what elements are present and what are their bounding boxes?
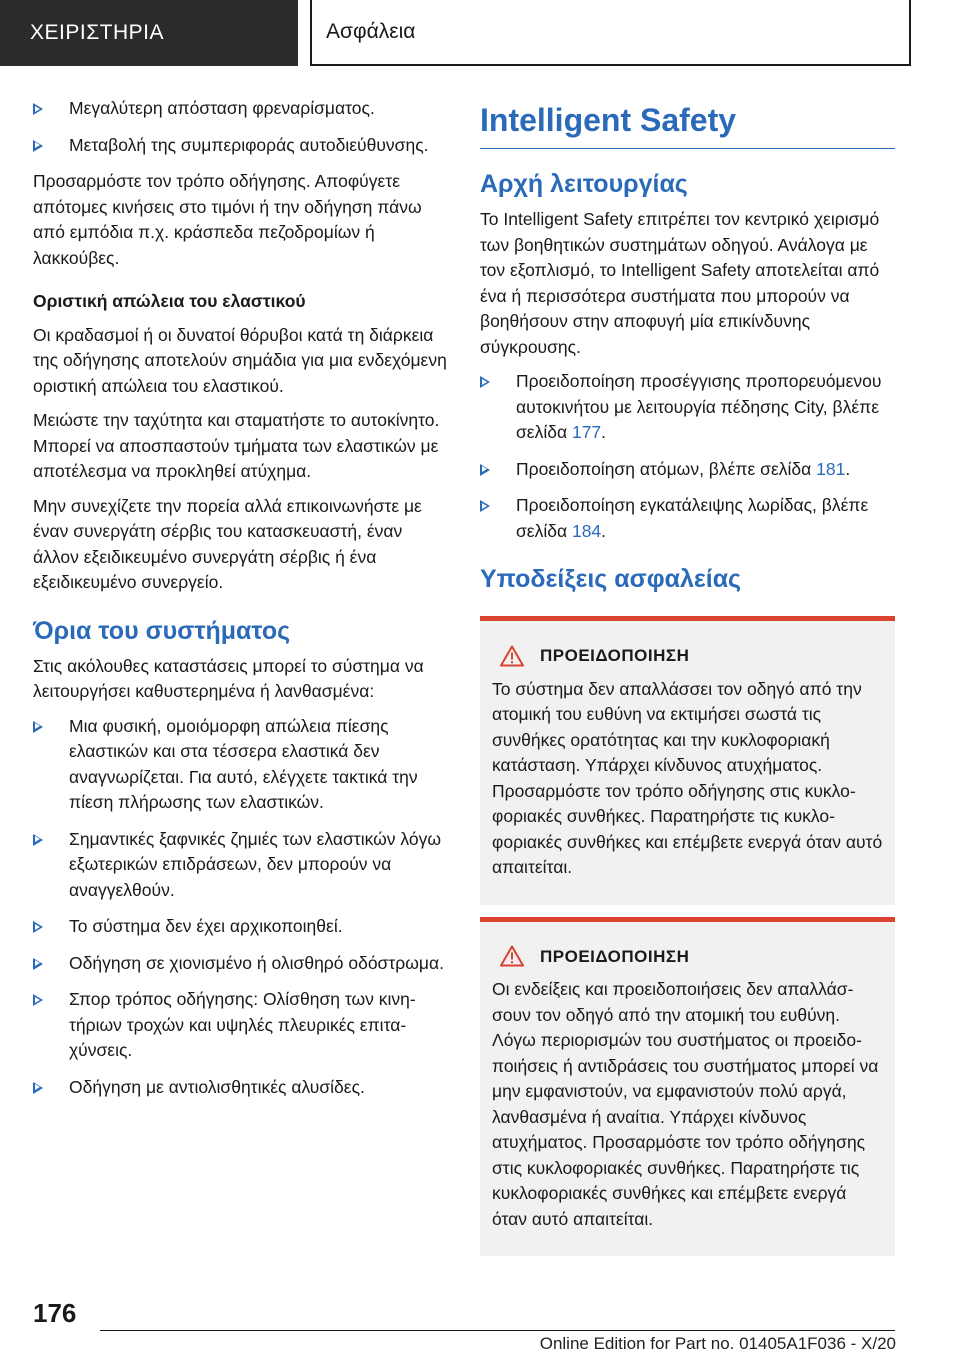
page-link-184[interactable]: 184 — [571, 520, 602, 541]
warning-box — [480, 917, 895, 1257]
warning-box — [480, 616, 895, 905]
paragraph-limits-intro: Στις ακόλουθες καταστάσεις μπορεί το σύστημα να λειτουργήσει καθυστερημένα ή λανθασμένα: — [33, 655, 424, 701]
list-item: Σημαντικές ξαφνικές ζημιές των ελαστικών λόγω εξωτερικών επιδράσεων, δεν μπορούν να αναγγελθούν. — [33, 827, 451, 904]
heading-safety-notes: Υποδείξεις ασφαλείας — [480, 565, 742, 593]
triangle-bullet-icon — [33, 103, 43, 115]
page-header — [0, 0, 960, 66]
triangle-bullet-icon — [480, 376, 490, 388]
warning-text: Το σύστημα δεν απαλλάσσει τον οδηγό από την ατομική του ευθύνη να εκτιμήσει σωστά τις συνθήκες ορατότητας και την κυκλοφοριακή κατάσταση. Υπάρχει κίνδυνος ατυχήματος. Προσαρμόστε τον τρόπο οδήγησης στις κυκλοφοριακές συνθήκες. Παρατηρήστε τις κυκλοφοριακές συνθήκες και επέμβετε ενεργά όταν αυτό απαιτείται. — [492, 678, 883, 877]
triangle-bullet-icon — [33, 140, 43, 152]
list-item: Προειδοποίηση εγκατάλειψης λωρίδας, βλέπε σελίδα 184. — [480, 493, 895, 544]
page-title: Intelligent Safety — [480, 100, 895, 149]
list-item: Οδήγηση με αντιολισθητικές αλυσίδες. — [33, 1075, 451, 1101]
limits-list — [33, 714, 451, 1101]
list-item: Προειδοποίηση ατόμων, βλέπε σελίδα 181. — [480, 457, 895, 483]
list-item: Μεταβολή της συμπεριφοράς αυτοδιεύθυνσης. — [33, 133, 451, 159]
page-link-181[interactable]: 181 — [816, 458, 846, 479]
right-column — [480, 96, 895, 1256]
page-number: 176 — [33, 1298, 77, 1328]
warning-title: ΠΡΟΕΙΔΟΠΟΙΗΣΗ — [540, 946, 690, 966]
warning-text: Οι ενδείξεις και προειδοποιήσεις δεν απαλλάσσουν τον οδηγό από την ατομική του ευθύνη. Λόγω περιορισμών του συστήματος οι προειδοποιήσεις ή αντιδράσεις του συστήματος μπορεί να μην εμφανιστούν, να εμφανιστούν πολύ αργά, λανθασμένα ή αναίτια. Υπάρχει κίνδυνος ατυχήματος. Προσαρμόστε τον τρόπο οδήγησης στις κυκλοφοριακές συνθήκες. Παρατηρήστε τις κυκλοφοριακές συνθήκες και επέμβετε ενεργά όταν αυτό απαιτείται. — [492, 979, 879, 1229]
heading-principle: Αρχή λειτουργίας — [480, 170, 688, 198]
paragraph-principle: Το Intelligent Safety επιτρέπει τον κεντρικό χειρισμό των βοηθητικών συστημάτων οδηγού. Ανάλογα με τον εξοπλισμό, το Intelligent Safety αποτελείται από ένα ή περισσότερα συστήματα που μπορούν να βοηθήσουν στην αποφυγή μία επικίνδυνης σύγκρουσης. — [480, 209, 880, 357]
triangle-bullet-icon — [480, 500, 490, 512]
warning-title: ΠΡΟΕΙΔΟΠΟΙΗΣΗ — [540, 646, 690, 665]
paragraph-vibration: Οι κραδασμοί ή οι δυνατοί θόρυβοι κατά τη διάρκεια της οδήγησης αποτελούν σημάδια για μια ενδεχόμενη οριστική απώλεια του ελαστικού. — [33, 324, 447, 396]
list-item: Οδήγηση σε χιονισμένο ή ολισθηρό οδόστρωμα. — [33, 951, 451, 977]
heading-system-limits: Όρια του συστήματος — [33, 616, 291, 645]
section-tab: ΧΕΙΡΙΣΤΗΡΙΑ — [0, 0, 298, 66]
triangle-bullet-icon — [33, 721, 43, 733]
triangle-bullet-icon — [33, 921, 43, 933]
warning-triangle-icon — [500, 645, 524, 667]
triangle-bullet-icon — [33, 994, 43, 1006]
list-item: Σπορ τρόπος οδήγησης: Ολίσθηση των κινητήριων τροχών και υψηλές πλευρικές επιταχύνσεις. — [33, 987, 451, 1064]
triangle-bullet-icon — [33, 958, 43, 970]
triangle-bullet-icon — [33, 1082, 43, 1094]
consequence-list — [33, 96, 451, 158]
left-column — [33, 96, 451, 1111]
edition-note: Online Edition for Part no. 01405A1F036 - X/20 — [539, 1334, 896, 1353]
list-item: Μεγαλύτερη απόσταση φρεναρίσματος. — [33, 96, 451, 122]
paragraph-slow-down: Μειώστε την ταχύτητα και σταματήστε το αυτοκίνητο. Μπορεί να αποσπαστούν τμήματα των ελαστικών με αποτέλεσμα να προκληθεί ατύχημα. — [33, 410, 440, 481]
list-item: Μια φυσική, ομοιόμορφη απώλεια πίεσης ελαστικών και στα τέσσερα ελαστικά δεν αναγνωρίζεται. Για αυτό, ελέγχετε τακτικά την πίεση πλήρωσης των ελαστικών. — [33, 714, 451, 816]
triangle-bullet-icon — [480, 464, 490, 476]
triangle-bullet-icon — [33, 834, 43, 846]
topic-title: Ασφάλεια — [312, 0, 911, 66]
page-footer — [0, 1290, 960, 1362]
warning-triangle-icon — [500, 945, 524, 967]
list-item: Προειδοποίηση προσέγγισης προπορευόμενου αυτοκινήτου με λειτουργία πέδησης City, βλέπε σελίδα 177. — [480, 369, 895, 446]
paragraph-service: Μην συνεχίζετε την πορεία αλλά επικοινωνήστε με έναν συνεργάτη σέρβις του κατασκευαστή, έναν άλλον εξειδικευμένο συνεργάτη σέρβις ή ένα εξειδικευμένο συνεργείο. — [33, 495, 422, 592]
reference-list — [480, 369, 895, 544]
page-link-177[interactable]: 177 — [571, 422, 602, 442]
list-item: Το σύστημα δεν έχει αρχικοποιηθεί. — [33, 914, 451, 940]
subheading-tire-loss: Οριστική απώλεια του ελαστικού — [33, 291, 306, 311]
footer-rule — [100, 1330, 895, 1331]
paragraph-adjust-driving: Προσαρμόστε τον τρόπο οδήγησης. Αποφύγετε απότομες κινήσεις στο τιμόνι ή την οδήγηση πάνω από εμπόδια π.χ. κράσπεδα πεζοδρομίων ή λακκούβες. — [33, 171, 422, 268]
warning-header — [492, 944, 883, 970]
warning-header — [492, 643, 883, 669]
